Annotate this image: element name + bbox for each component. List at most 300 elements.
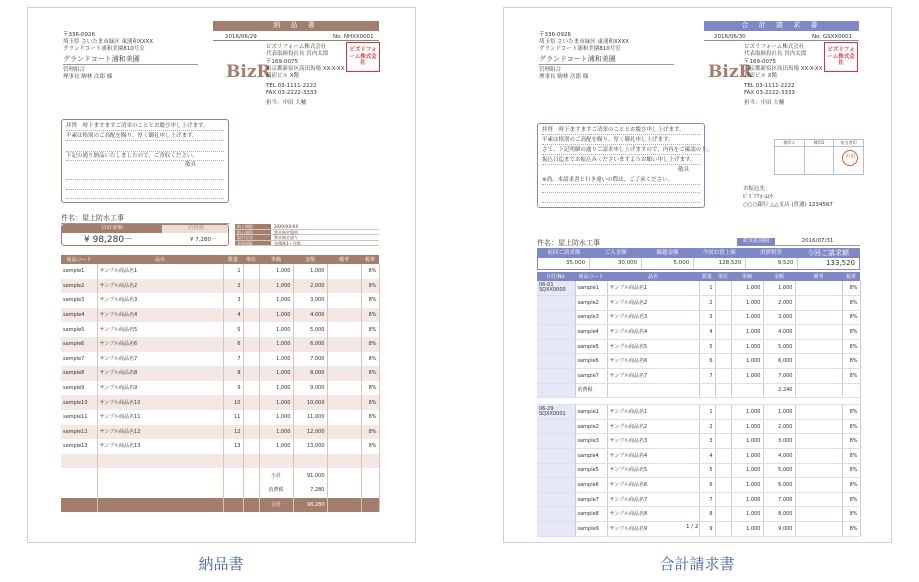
cell-code: sample6 [575, 354, 607, 369]
greeting-rule-2 [542, 202, 700, 203]
approval-stamps [774, 139, 864, 175]
cell-price: 1,000 [259, 395, 293, 410]
summary-value: 35,000 [538, 258, 590, 269]
cell-qty: 6 [699, 478, 715, 493]
cell-amount: 7,000 [763, 369, 795, 384]
cell-code: sample11 [61, 410, 97, 425]
cell-tax: 8% [842, 463, 860, 478]
cell-amount: 4,000 [763, 449, 795, 464]
cell-name: サンプル商品名13 [97, 439, 223, 454]
cell-note [795, 383, 842, 398]
greeting-rule-1 [66, 179, 224, 180]
cell-qty: 4 [699, 325, 715, 340]
cell-tax: 8% [842, 492, 860, 507]
table-row [537, 383, 860, 398]
cell-qty: 8 [699, 507, 715, 522]
cell-amount: 8,000 [293, 366, 327, 381]
table-row [61, 425, 379, 440]
cell-qty: 2 [223, 279, 243, 294]
cell-amount: 5,000 [293, 322, 327, 337]
cell-tax: 8% [842, 478, 860, 493]
cell-unit [243, 322, 259, 337]
col-price: 単価 [731, 272, 763, 281]
cell-name: サンプル商品名8 [607, 507, 699, 522]
cell-date-no [537, 310, 575, 325]
cell-date-no [537, 449, 575, 464]
total-box [61, 224, 229, 246]
doc-number: No. NHXX0001 [333, 34, 374, 40]
cell-qty: 12 [223, 425, 243, 440]
greeting-line-2: 平素は格別のご高配を賜り、厚く御礼申し上げます。 [542, 137, 700, 145]
cell-unit [715, 507, 731, 522]
cell-code: sample8 [575, 507, 607, 522]
greeting-line-1: 拝啓 時下ますますご清栄のこととお慶び申し上げます。 [66, 123, 224, 131]
recipient-person: 理事長 駒林 次郎 様 [63, 74, 113, 80]
cell-name: サンプル商品名7 [607, 369, 699, 384]
term-label: 納入期限 [235, 224, 271, 229]
cell-empty [327, 483, 361, 498]
cell-note [795, 419, 842, 434]
cell-price: 1,000 [731, 492, 763, 507]
table-row [61, 264, 379, 279]
cell-note [795, 354, 842, 369]
sender-address-1: 東京都新宿区高田馬場 XX-X-XX [266, 66, 345, 72]
summary-label: 消費税 [259, 483, 293, 498]
cell-tax: 8% [361, 366, 379, 381]
col-code: 商品コード [575, 272, 607, 281]
greeting-rule-1 [542, 192, 700, 193]
cell-amount: 11,000 [293, 410, 327, 425]
cell-code: sample3 [61, 293, 97, 308]
summary-header: 繰越金額 [656, 250, 679, 256]
approval-cell [805, 140, 835, 174]
cell-name: サンプル商品名8 [97, 366, 223, 381]
cell-date-no [537, 383, 575, 398]
sender-address-2: 新宿ビル X階 [744, 73, 778, 79]
cell-name: サンプル商品名2 [97, 279, 223, 294]
cell-unit [715, 325, 731, 340]
table-row [537, 296, 860, 311]
cell-unit [715, 354, 731, 369]
cell-price: 1,000 [731, 310, 763, 325]
cell-code: sample1 [61, 264, 97, 279]
cell-date-no [537, 281, 575, 296]
table-row [61, 279, 379, 294]
cell-qty: 3 [699, 310, 715, 325]
cell-code: sample4 [61, 308, 97, 323]
cell-name: サンプル商品名7 [607, 492, 699, 507]
term-value: 見積後1ヶ月間 [274, 240, 301, 246]
cell-note [327, 337, 361, 352]
sender-company: ビズリフォーム株式会社 [266, 44, 327, 50]
cell-qty: 7 [223, 352, 243, 367]
title-divider [213, 40, 379, 41]
table-row [61, 381, 379, 396]
table-header [61, 255, 379, 264]
cell-tax: 8% [842, 310, 860, 325]
cell-note [795, 296, 842, 311]
company-logo: BizR [226, 62, 271, 82]
cell-code: sample9 [575, 522, 607, 537]
cell-code: sample7 [575, 492, 607, 507]
cell-note [795, 281, 842, 296]
cell-tax: 8% [842, 419, 860, 434]
term-value: 貴社指定場所 [274, 229, 298, 235]
bank-title: お振込先： [743, 186, 771, 192]
table-row [61, 308, 379, 323]
cell-note [327, 425, 361, 440]
table-row [537, 478, 860, 493]
table-row [61, 395, 379, 410]
table-row [61, 293, 379, 308]
cell-tax: 8% [361, 308, 379, 323]
col-note: 備考 [795, 272, 842, 281]
cell-price: 1,000 [731, 419, 763, 434]
table-row [537, 354, 860, 369]
col-price: 単価 [259, 255, 293, 264]
cell-tax: 8% [842, 522, 860, 537]
cell-note [795, 507, 842, 522]
cell-price: 1,000 [731, 449, 763, 464]
cell-amount: 5,000 [763, 463, 795, 478]
cell-qty: 7 [699, 492, 715, 507]
cell-qty: 5 [699, 339, 715, 354]
caption-invoice: 合計請求書 [659, 555, 735, 573]
cell-empty [243, 483, 259, 498]
cell-unit [715, 449, 731, 464]
table-row [537, 492, 860, 507]
summary-value-row [538, 258, 859, 269]
cell-code: sample12 [61, 425, 97, 440]
cell-name: サンプル商品名3 [607, 310, 699, 325]
recipient-zip: 〒336-0926 [539, 32, 571, 38]
delivery-note-page [27, 7, 416, 543]
cell-note [795, 449, 842, 464]
cell-note [327, 395, 361, 410]
cell-unit [243, 410, 259, 425]
greeting-rule-3 [66, 198, 224, 199]
items-table-wrap [537, 272, 860, 537]
doc-date: 2016/06/29 [225, 34, 257, 40]
summary-value: 9,520 [746, 258, 798, 269]
col-name: 品名 [607, 272, 699, 281]
cell-unit [715, 383, 731, 398]
sender-fax: FAX 03-2222-3333 [744, 90, 795, 96]
cell-qty: 4 [223, 308, 243, 323]
cell-amount: 8,000 [763, 507, 795, 522]
cell-price: 1,000 [259, 366, 293, 381]
cell-date: 06-01 [539, 282, 554, 289]
cell-qty: 3 [699, 434, 715, 449]
cell-amount: 2,000 [293, 279, 327, 294]
cell-empty [361, 468, 379, 483]
cell-amount: 7,000 [763, 492, 795, 507]
cell-unit [243, 395, 259, 410]
cell-qty: 5 [223, 322, 243, 337]
summary-header: 消費税等 [760, 250, 783, 256]
table-row [61, 322, 379, 337]
col-name: 品名 [97, 255, 223, 264]
cell-unit [243, 337, 259, 352]
cell-unit [715, 296, 731, 311]
cell-name: サンプル商品名5 [607, 339, 699, 354]
items-body [537, 281, 860, 536]
table-row [61, 337, 379, 352]
cell-empty [327, 468, 361, 483]
cell-price: 1,000 [731, 296, 763, 311]
approval-label: 担当者印 [834, 140, 863, 147]
greeting-line-3: さて、下記明細の通りご請求申し上げますので、内容をご確認の上、 [542, 147, 713, 153]
cell-amount: 10,000 [293, 395, 327, 410]
col-qty: 数量 [223, 255, 243, 264]
cell-amount: 9,000 [293, 381, 327, 396]
table-row [537, 405, 860, 420]
table-row [537, 434, 860, 449]
cell-qty [699, 383, 715, 398]
cell-empty [361, 483, 379, 498]
cell-empty [97, 468, 223, 483]
cell-unit [715, 339, 731, 354]
cell-name: サンプル商品名9 [97, 381, 223, 396]
cell-code: sample6 [61, 337, 97, 352]
cell-empty [243, 454, 259, 469]
cell-note [327, 279, 361, 294]
cell-name [607, 383, 699, 398]
term-value: 20XX/XX/XX [274, 224, 299, 229]
greeting-box [61, 119, 229, 203]
cell-code: sample5 [61, 322, 97, 337]
col-amount: 金額 [763, 272, 795, 281]
cell-empty [361, 498, 379, 513]
cell-qty: 13 [223, 439, 243, 454]
cell-date-no [537, 369, 575, 384]
cell-date-no [537, 405, 575, 420]
cell-code: sample10 [61, 395, 97, 410]
cell-empty [327, 454, 361, 469]
cell-amount: 6,000 [763, 354, 795, 369]
cell-date-no [537, 325, 575, 340]
table-row [537, 449, 860, 464]
cell-qty: 7 [699, 369, 715, 384]
cell-empty [223, 498, 243, 513]
cell-unit [715, 310, 731, 325]
table-header [537, 272, 860, 281]
doc-number: No. GSXX0001 [812, 34, 853, 40]
cell-amount: 6,000 [293, 337, 327, 352]
cell-name: サンプル商品名12 [97, 425, 223, 440]
cell-code: sample9 [61, 381, 97, 396]
table-row [61, 439, 379, 454]
cell-code: sample5 [575, 463, 607, 478]
cell-qty: 2 [699, 419, 715, 434]
cell-amount: 2,000 [763, 296, 795, 311]
cell-price: 1,000 [259, 308, 293, 323]
cell-price: 1,000 [731, 339, 763, 354]
cell-tax [842, 383, 860, 398]
cell-name: サンプル商品名4 [607, 325, 699, 340]
terms-table [235, 224, 379, 246]
company-seal: ビズリフォーム株式会社 [346, 42, 380, 72]
cell-unit [715, 281, 731, 296]
greeting-blank [66, 151, 224, 152]
table-row [537, 310, 860, 325]
cell-date-no [537, 339, 575, 354]
invoice-page [503, 7, 892, 543]
summary-header: ご入金額 [604, 250, 627, 256]
cell-unit [243, 279, 259, 294]
cell-tax: 8% [361, 352, 379, 367]
cell-empty [259, 454, 293, 469]
summary-row [61, 483, 379, 498]
cell-price: 1,000 [259, 322, 293, 337]
term-value: 貴社指定通り [274, 235, 298, 240]
recipient-zip: 〒336-0926 [63, 32, 95, 38]
cell-name: サンプル商品名1 [607, 405, 699, 420]
cell-tax: 8% [361, 293, 379, 308]
cell-date-no [537, 419, 575, 434]
table-row [537, 369, 860, 384]
cell-price: 1,000 [731, 463, 763, 478]
cell-tax: 8% [842, 449, 860, 464]
cell-price: 1,000 [731, 478, 763, 493]
cell-name: サンプル商品名9 [607, 522, 699, 537]
summary-value-total: 133,520 [826, 259, 855, 267]
cell-unit [715, 463, 731, 478]
cell-name: サンプル商品名2 [607, 419, 699, 434]
cell-date-no [537, 463, 575, 478]
cell-note [795, 478, 842, 493]
cell-unit [715, 369, 731, 384]
table-row [537, 522, 860, 537]
cell-empty [361, 454, 379, 469]
cell-note [795, 310, 842, 325]
items-table [61, 255, 380, 512]
recipient-address-2: グランドコート浦和美園810号室 [539, 46, 621, 52]
items-body [61, 264, 379, 512]
cell-date: 06-29 [539, 406, 554, 413]
cell-unit [243, 264, 259, 279]
cell-tax: 8% [361, 425, 379, 440]
summary-value: 128,520 [694, 258, 746, 269]
cell-qty: 4 [699, 449, 715, 464]
cell-unit [243, 308, 259, 323]
sender-address-1: 東京都新宿区高田馬場 XX-X-XX [744, 66, 823, 72]
cell-code: 消費税 [575, 383, 607, 398]
bank-account: ○○○銀行 △△支店 (普通) 1234567 [743, 202, 833, 208]
recipient-address-2: グランドコート浦和美園810号室 [63, 46, 145, 52]
cell-tax: 8% [842, 434, 860, 449]
cell-unit [715, 522, 731, 537]
table-row [537, 281, 860, 296]
total-label: 合計金額 [62, 225, 162, 233]
cell-amount: 3,000 [763, 310, 795, 325]
cell-name: サンプル商品名6 [97, 337, 223, 352]
greeting-rule-2 [66, 189, 224, 190]
table-row [61, 352, 379, 367]
col-unit: 単位 [715, 272, 731, 281]
cell-date-no [537, 354, 575, 369]
cell-name: サンプル商品名7 [97, 352, 223, 367]
cell-amount: 1,000 [293, 264, 327, 279]
cell-qty: 8 [223, 366, 243, 381]
cell-tax: 8% [361, 381, 379, 396]
cell-price: 1,000 [259, 293, 293, 308]
cell-tax: 8% [361, 337, 379, 352]
cell-tax: 8% [842, 281, 860, 296]
cell-unit [715, 419, 731, 434]
cell-price: 1,000 [731, 369, 763, 384]
summary-value: 30,000 [590, 258, 642, 269]
sender-zip: 〒169-0075 [744, 59, 776, 65]
cell-price: 1,000 [259, 264, 293, 279]
recipient-company: グランドコート浦和美園 [63, 55, 198, 65]
cell-tax: 8% [361, 439, 379, 454]
cell-code: sample1 [575, 281, 607, 296]
summary-table [537, 248, 860, 270]
cell-empty [61, 454, 97, 469]
subject: 件名：屋上防水工事 [61, 214, 229, 224]
table-row [537, 419, 860, 434]
table-row [61, 366, 379, 381]
cell-empty [223, 468, 243, 483]
sender-staff: 担当：中田 大輔 [266, 100, 307, 106]
cell-price [731, 383, 763, 398]
summary-header: 前回ご請求額 [547, 250, 581, 256]
cell-name: サンプル商品名5 [607, 463, 699, 478]
cell-qty: 11 [223, 410, 243, 425]
cell-empty [223, 483, 243, 498]
cell-code: sample2 [575, 296, 607, 311]
sender-tel: TEL 03-1111-2222 [266, 83, 317, 89]
cell-qty: 9 [699, 522, 715, 537]
table-row-blank [61, 454, 379, 469]
items-table-wrap [61, 255, 379, 512]
summary-header-row [538, 249, 859, 258]
col-note: 備考 [327, 255, 361, 264]
greeting-line-1: 拝啓 時下ますますご清栄のこととお慶び申し上げます。 [542, 127, 700, 135]
cell-date-no [537, 296, 575, 311]
recipient-person: 理事長 駒林 次郎 様 [539, 74, 589, 80]
cell-unit [715, 492, 731, 507]
cell-empty [97, 454, 223, 469]
cell-tax: 8% [842, 339, 860, 354]
table-row [61, 410, 379, 425]
doc-date: 2016/06/30 [714, 34, 746, 40]
cell-empty [223, 454, 243, 469]
doc-title: 納 品 書 [213, 21, 379, 31]
cell-amount: 3,000 [763, 434, 795, 449]
cell-unit [243, 352, 259, 367]
cell-name: サンプル商品名2 [607, 296, 699, 311]
recipient-address-1: 埼玉県 さいたま市緑区 東浦和XXXX [539, 39, 630, 45]
staff-stamp: 中田 [842, 150, 858, 166]
tax-value: ¥ 7,280－ [190, 237, 217, 243]
approval-cell [834, 140, 863, 174]
cell-amount: 3,000 [293, 293, 327, 308]
total-value: ¥ 98,280－ [84, 235, 134, 245]
cell-note [327, 322, 361, 337]
greeting-line-2: 平素は格別のご高配を賜り、厚く御礼申し上げます。 [66, 133, 224, 141]
cell-amount: 4,000 [763, 325, 795, 340]
due-label: お支払期限 [737, 238, 775, 246]
greeting-line-3: 下記の通り納品いたしましたので、ご査収ください。 [66, 153, 224, 161]
cell-note [327, 439, 361, 454]
cell-qty: 1 [699, 281, 715, 296]
cell-empty [243, 498, 259, 513]
cell-tax: 8% [842, 325, 860, 340]
cell-code: sample4 [575, 325, 607, 340]
cell-note [795, 434, 842, 449]
